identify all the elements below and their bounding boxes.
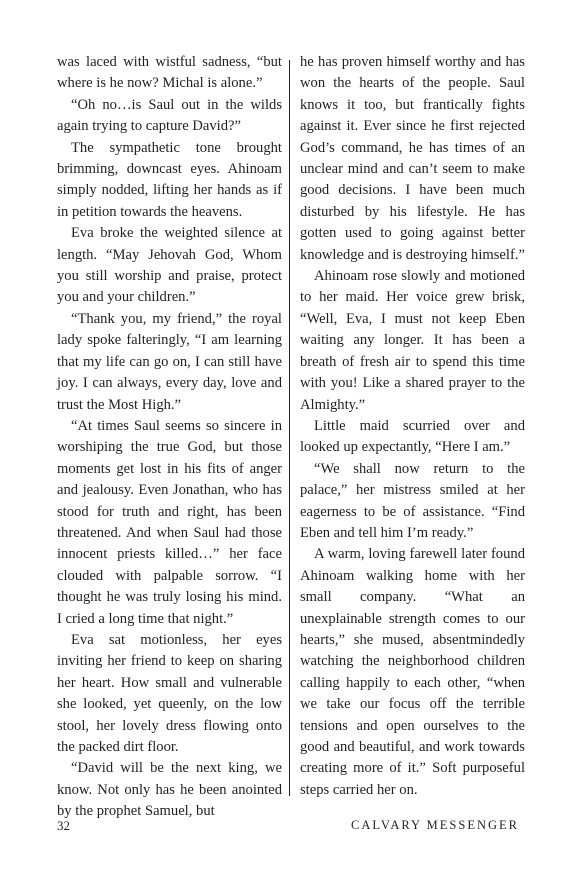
paragraph: “At times Saul seems so sincere in worshiping the true God, but those moments get lost in his fits of anger and jealousy. Even Jonathan, who has stood for truth and right, has been threatened. And when Saul had those innocent priests killed…” her face clouded with palpable sorrow. “I thought he was truly losing his mind. I cried a long time that night.” <box>57 417 282 627</box>
paragraph: A warm, loving farewell later found Ahinoam walking home with her small company. “What an unexplainable strength comes to our hearts,” she mused, absentmindedly watching the neighborhood children calling happily to each other, “when we take our focus off the terrible tensions and open ourselves to the good and beautiful, and work towards creating more of it.” Soft purposeful steps carried her on. <box>300 546 525 798</box>
paragraph: Eva sat motionless, her eyes inviting her friend to keep on sharing her heart. How small and vulnerable she looked, yet queenly, on the low stool, her lovely dress flowing onto the packed dirt floor. <box>57 631 282 755</box>
left-column <box>57 52 282 823</box>
paragraph: was laced with wistful sadness, “but where is he now? Michal is alone.” <box>57 54 282 92</box>
paragraph: “Thank you, my friend,” the royal lady spoke falteringly, “I am learning that my life can go on, I can still have joy. I can always, every day, love and trust the Most High.” <box>57 310 282 413</box>
column-divider <box>289 60 290 796</box>
paragraph: “David will be the next king, we know. Not only has he been anointed by the prophet Samuel, but <box>57 760 282 820</box>
paragraph: Little maid scurried over and looked up expectantly, “Here I am.” <box>300 417 525 456</box>
page-number: 32 <box>57 818 70 833</box>
paragraph: Ahinoam rose slowly and motioned to her maid. Her voice grew brisk, “Well, Eva, I must not keep Eben waiting any longer. It has been a breath of fresh air to spend this time with you! Like a shared prayer to the Almighty.” <box>300 268 525 413</box>
running-title: CALVARY MESSENGER <box>351 818 519 832</box>
page-footer <box>57 818 519 836</box>
right-column <box>300 52 525 801</box>
paragraph: “We shall now return to the palace,” her mistress smiled at her eagerness to be of assistance. “Find Eben and tell him I’m ready.” <box>300 460 525 541</box>
paragraph: The sympathetic tone brought brimming, downcast eyes. Ahinoam simply nodded, lifting her hands as if in petition towards the heavens. <box>57 139 282 220</box>
paragraph: he has proven himself worthy and has won the hearts of the people. Saul knows it too, but frantically fights against it. Ever since he first rejected God’s command, he has times of an unclear mind and can’t seem to make good decisions. I have been much disturbed by his lifestyle. He has gotten used to going against better knowledge and is destroying himself.” <box>300 54 525 263</box>
paragraph: Eva broke the weighted silence at length. “May Jehovah God, Whom you still worship and praise, protect you and your children.” <box>57 225 282 306</box>
paragraph: “Oh no…is Saul out in the wilds again trying to capture David?” <box>57 96 282 135</box>
